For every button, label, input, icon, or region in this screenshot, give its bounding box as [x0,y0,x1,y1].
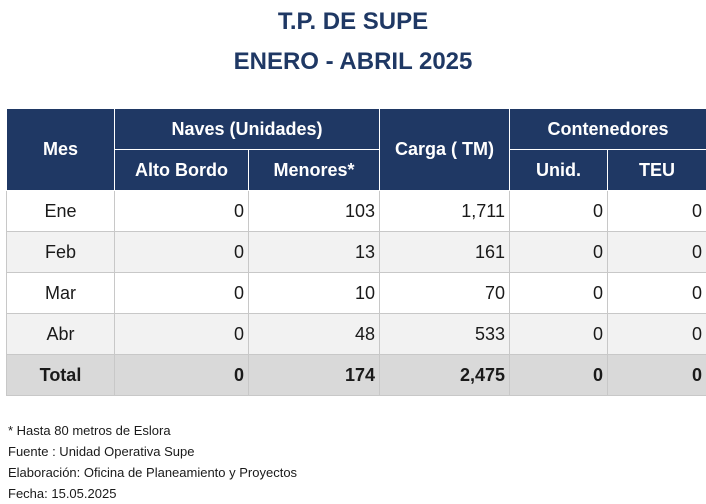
header-mes: Mes [7,109,115,191]
cell-unid: 0 [510,191,608,232]
cell-menores: 10 [249,273,380,314]
cell-mes: Ene [7,191,115,232]
cell-menores: 103 [249,191,380,232]
cell-unid: 0 [510,355,608,396]
cell-alto-bordo: 0 [115,191,249,232]
cell-carga: 533 [380,314,510,355]
cell-unid: 0 [510,273,608,314]
table-row [7,273,706,314]
table-row [7,191,706,232]
footnote-elaboracion: Elaboración: Oficina de Planeamiento y Proyectos [8,465,298,480]
page-subtitle: ENERO - ABRIL 2025 [233,48,473,75]
cell-carga: 70 [380,273,510,314]
header-carga: Carga ( TM) [380,109,510,191]
cell-mes: Mar [7,273,115,314]
header-menores: Menores* [249,150,380,191]
cell-alto-bordo: 0 [115,355,249,396]
cell-alto-bordo: 0 [115,273,249,314]
cell-teu: 0 [608,314,706,355]
cell-alto-bordo: 0 [115,232,249,273]
cell-mes: Feb [7,232,115,273]
table-row [7,232,706,273]
header-alto-bordo: Alto Bordo [115,150,249,191]
footnote-eslora: * Hasta 80 metros de Eslora [8,423,171,438]
cell-teu: 0 [608,355,706,396]
total-row [7,355,706,396]
header-naves: Naves (Unidades) [115,109,380,150]
cell-unid: 0 [510,232,608,273]
header-contenedores: Contenedores [510,109,706,150]
cell-carga: 161 [380,232,510,273]
cell-teu: 0 [608,273,706,314]
footnote-fecha: Fecha: 15.05.2025 [8,486,117,501]
statistics-table [6,108,706,396]
header-teu: TEU [608,150,706,191]
cell-unid: 0 [510,314,608,355]
cell-alto-bordo: 0 [115,314,249,355]
footnote-fuente: Fuente : Unidad Operativa Supe [8,444,195,459]
cell-menores: 174 [249,355,380,396]
cell-teu: 0 [608,191,706,232]
page-title: T.P. DE SUPE [277,8,429,35]
cell-mes: Abr [7,314,115,355]
cell-menores: 13 [249,232,380,273]
cell-carga: 2,475 [380,355,510,396]
cell-menores: 48 [249,314,380,355]
cell-mes: Total [7,355,115,396]
cell-carga: 1,711 [380,191,510,232]
cell-teu: 0 [608,232,706,273]
header-unid: Unid. [510,150,608,191]
footnotes [8,420,297,504]
table-row [7,314,706,355]
